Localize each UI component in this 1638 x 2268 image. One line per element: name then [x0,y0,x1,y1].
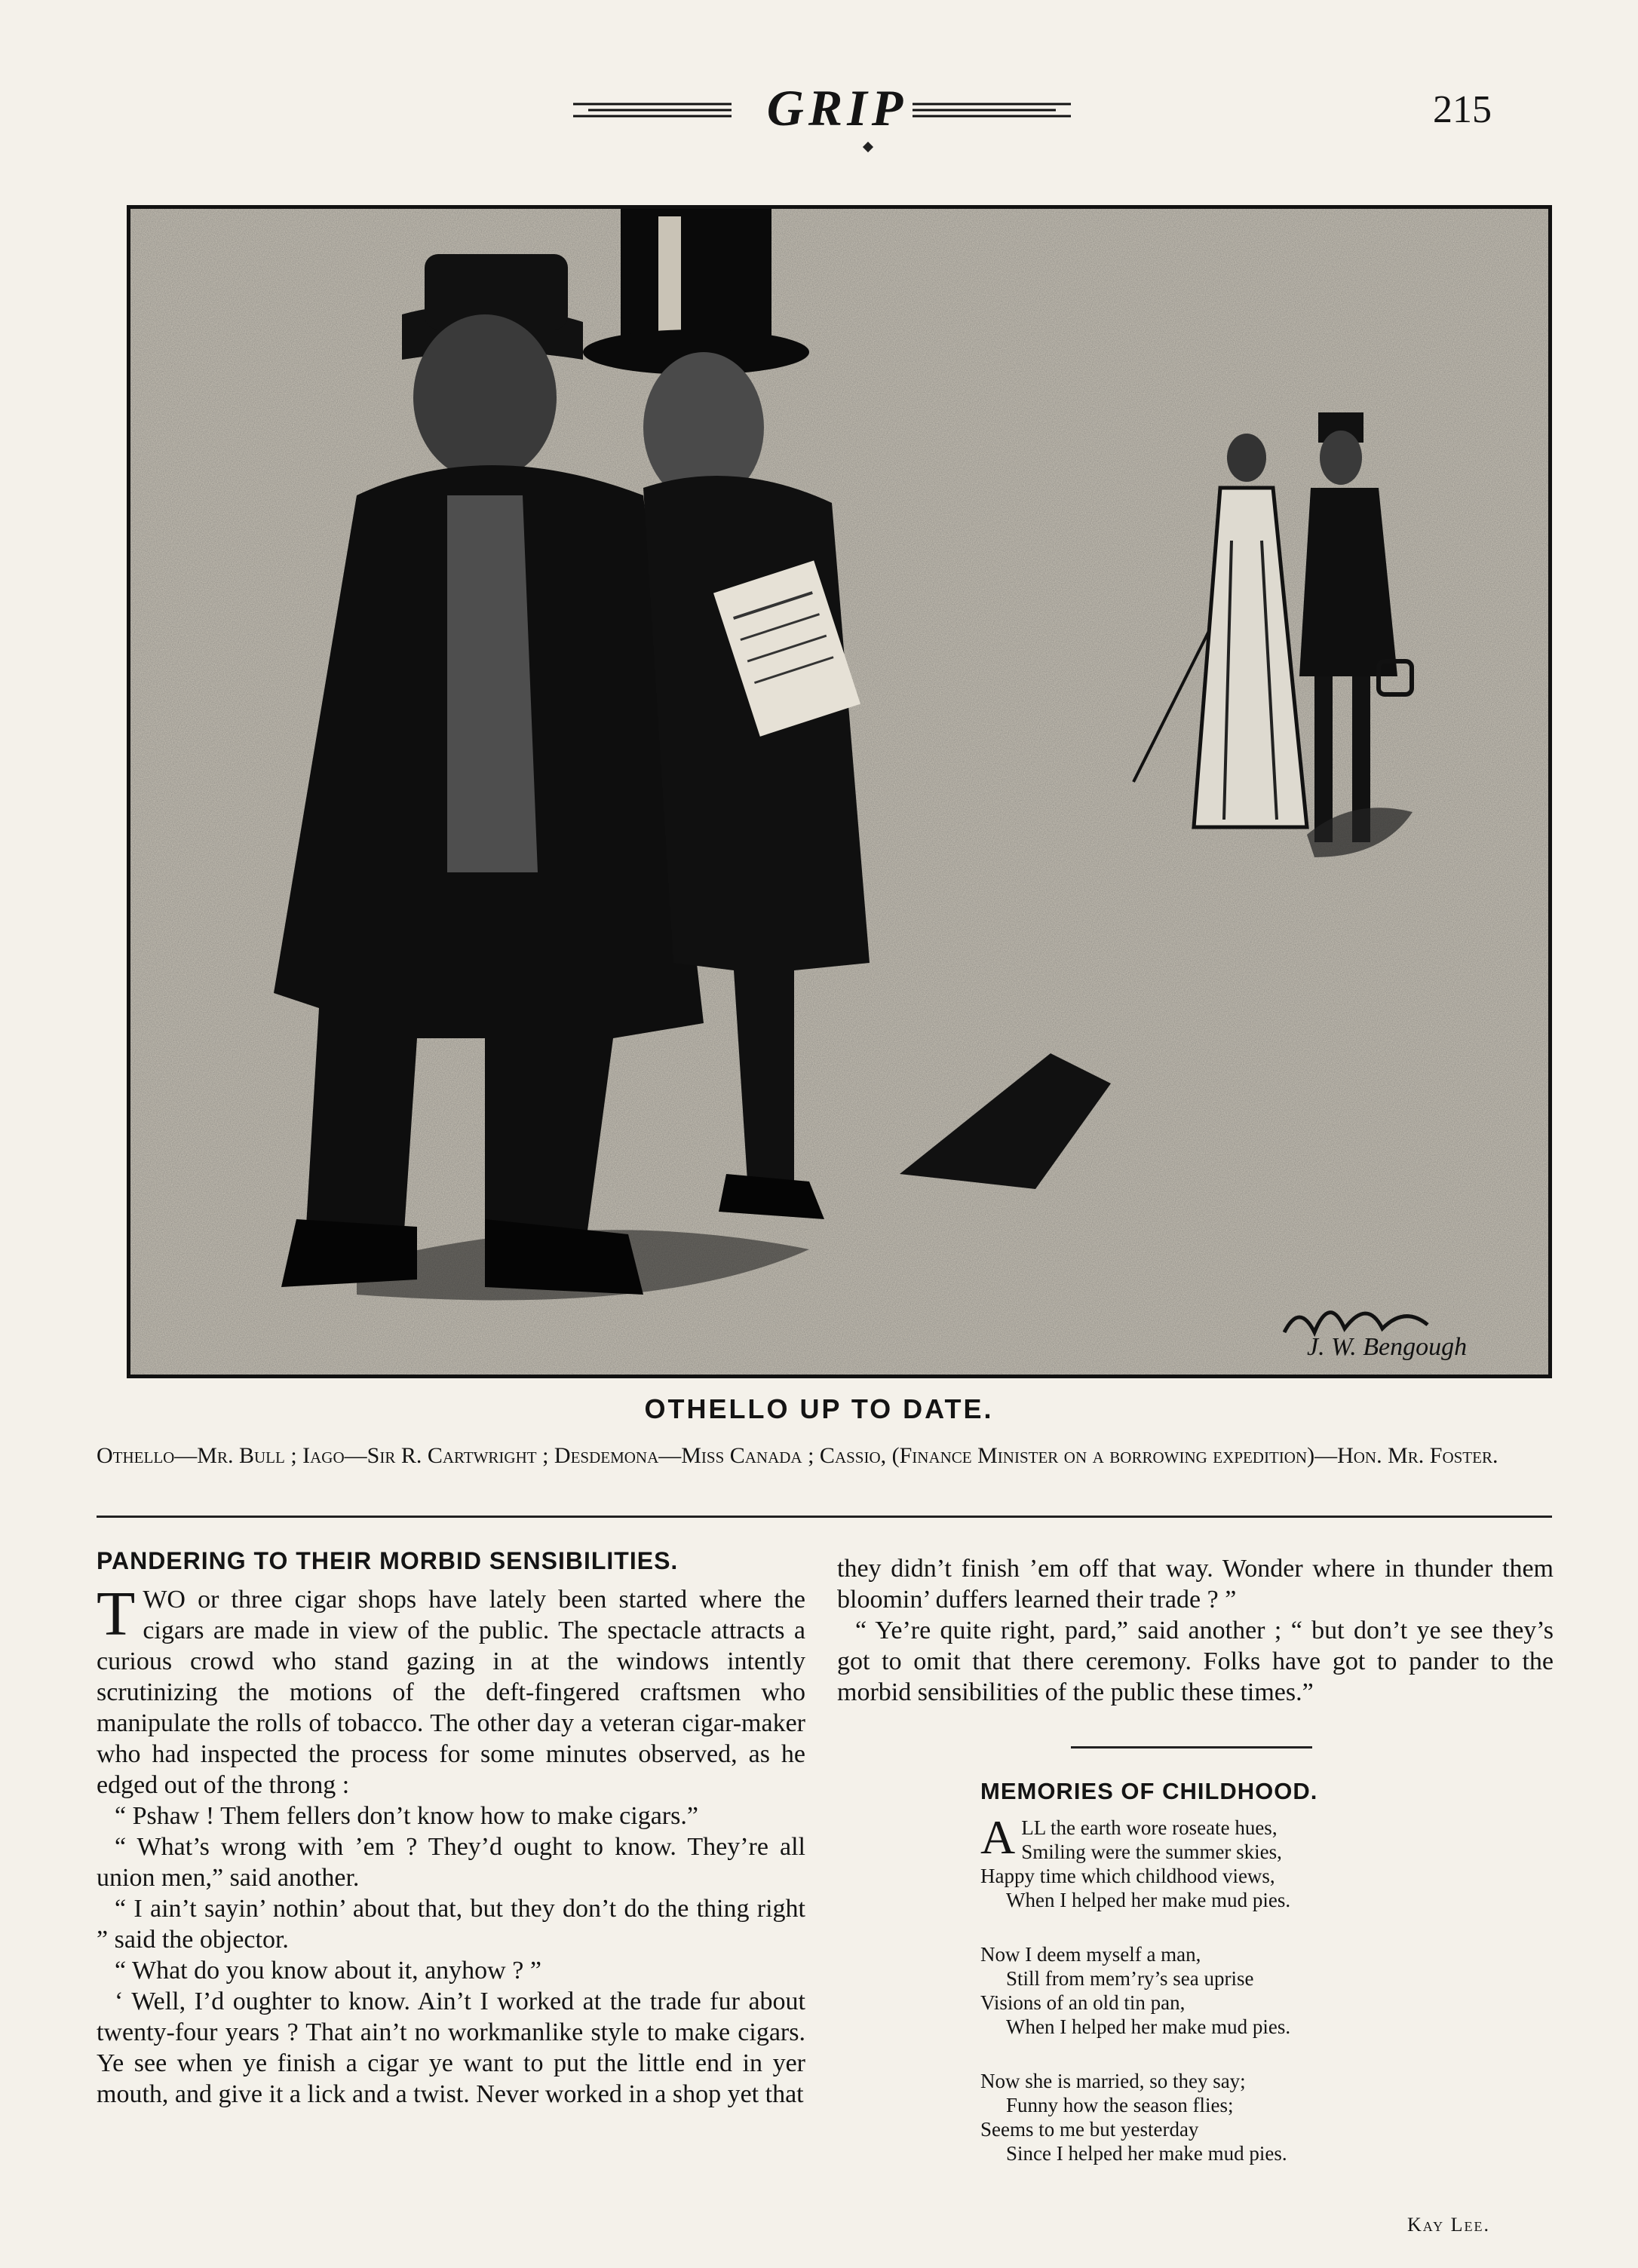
section-divider [97,1516,1552,1518]
artist-signature: J. W. Bengough [1307,1333,1468,1361]
article-column-right [837,1553,1554,1708]
poem-title: MEMORIES OF CHILDHOOD. [980,1778,1318,1804]
article-paragraph: “ Ye’re quite right, pard,” said another ; “ but don’t ye see they’s got to omit that there ceremony. Folks have got to pander to the morbid sensibilities of the public these times.” [837,1617,1554,1706]
poem-stanza: Now I deem myself a man, Still from mem’ry’s sea uprise Visions of an old tin pan, When I helped her make mud pies. [980,1943,1291,2038]
article-headline: PANDERING TO THEIR MORBID SENSIBILITIES. [97,1547,679,1574]
article-column-left [97,1546,805,2110]
cartoon-illustration [127,205,1552,1378]
article-paragraph: “ Pshaw ! Them fellers don’t know how to make cigars.” [115,1802,698,1830]
poem-author: Kay Lee. [1407,2214,1490,2236]
poem-divider [1071,1746,1312,1749]
article-paragraph: “ What’s wrong with ’em ? They’d ought to know. They’re all union men,” said another. [97,1833,805,1892]
poem-stanza: Now she is married, so they say; Funny how the season flies; Seems to me but yesterday Since I helped her make mud pies. [980,2070,1287,2165]
poem-stanza: ALL the earth wore roseate hues, Smiling were the summer skies, Happy time which childhood views, When I helped her make mud pies. [980,1810,1291,1911]
page-number: 215 [1433,88,1492,131]
drop-cap: T [97,1579,136,1649]
article-paragraph: they didn’t finish ’em off that way. Wonder where in thunder them bloomin’ duffers learned their trade ? ” [837,1555,1554,1614]
cartoon-cast-list: Othello—Mr. Bull ; Iago—Sir R. Cartwright ; Desdemona—Miss Canada ; Cassio, (Finance Minister on a borrowing expedition)—Hon. Mr. Foster. [97,1443,1498,1468]
cartoon-drawing [130,209,1548,1375]
article-paragraph: TWO or three cigar shops have lately been started where the cigars are made in view of the public. The spectacle attracts a curious crowd who stand gazing in at the windows intently scrutinizing the motions of the deft-fingered craftsmen who manipulate the rolls of tobacco. The other day a veteran cigar-maker who had inspected the process for some minutes observed, as he edged out of the throng : [97,1579,805,1799]
poem [980,1778,1554,2196]
article-paragraph: ‘ Well, I’d oughter to know. Ain’t I worked at the trade fur about twenty-four years ? That ain’t no workmanlike style to make cigars. Ye see when ye finish a cigar ye want to put the little end in yer mouth, and give it a lick and a twist. Never worked in a shop yet that [97,1988,805,2108]
diamond-ornament-icon [863,142,873,152]
article-paragraph: “ What do you know about it, anyhow ? ” [115,1957,541,1985]
cartoon-caption-title: OTHELLO UP TO DATE. [644,1393,994,1424]
article-paragraph: “ I ain’t sayin’ nothin’ about that, but they don’t do the thing right ” said the objector. [97,1895,805,1954]
masthead-title: GRIP [766,79,908,136]
poem-drop-cap: A [980,1810,1016,1864]
